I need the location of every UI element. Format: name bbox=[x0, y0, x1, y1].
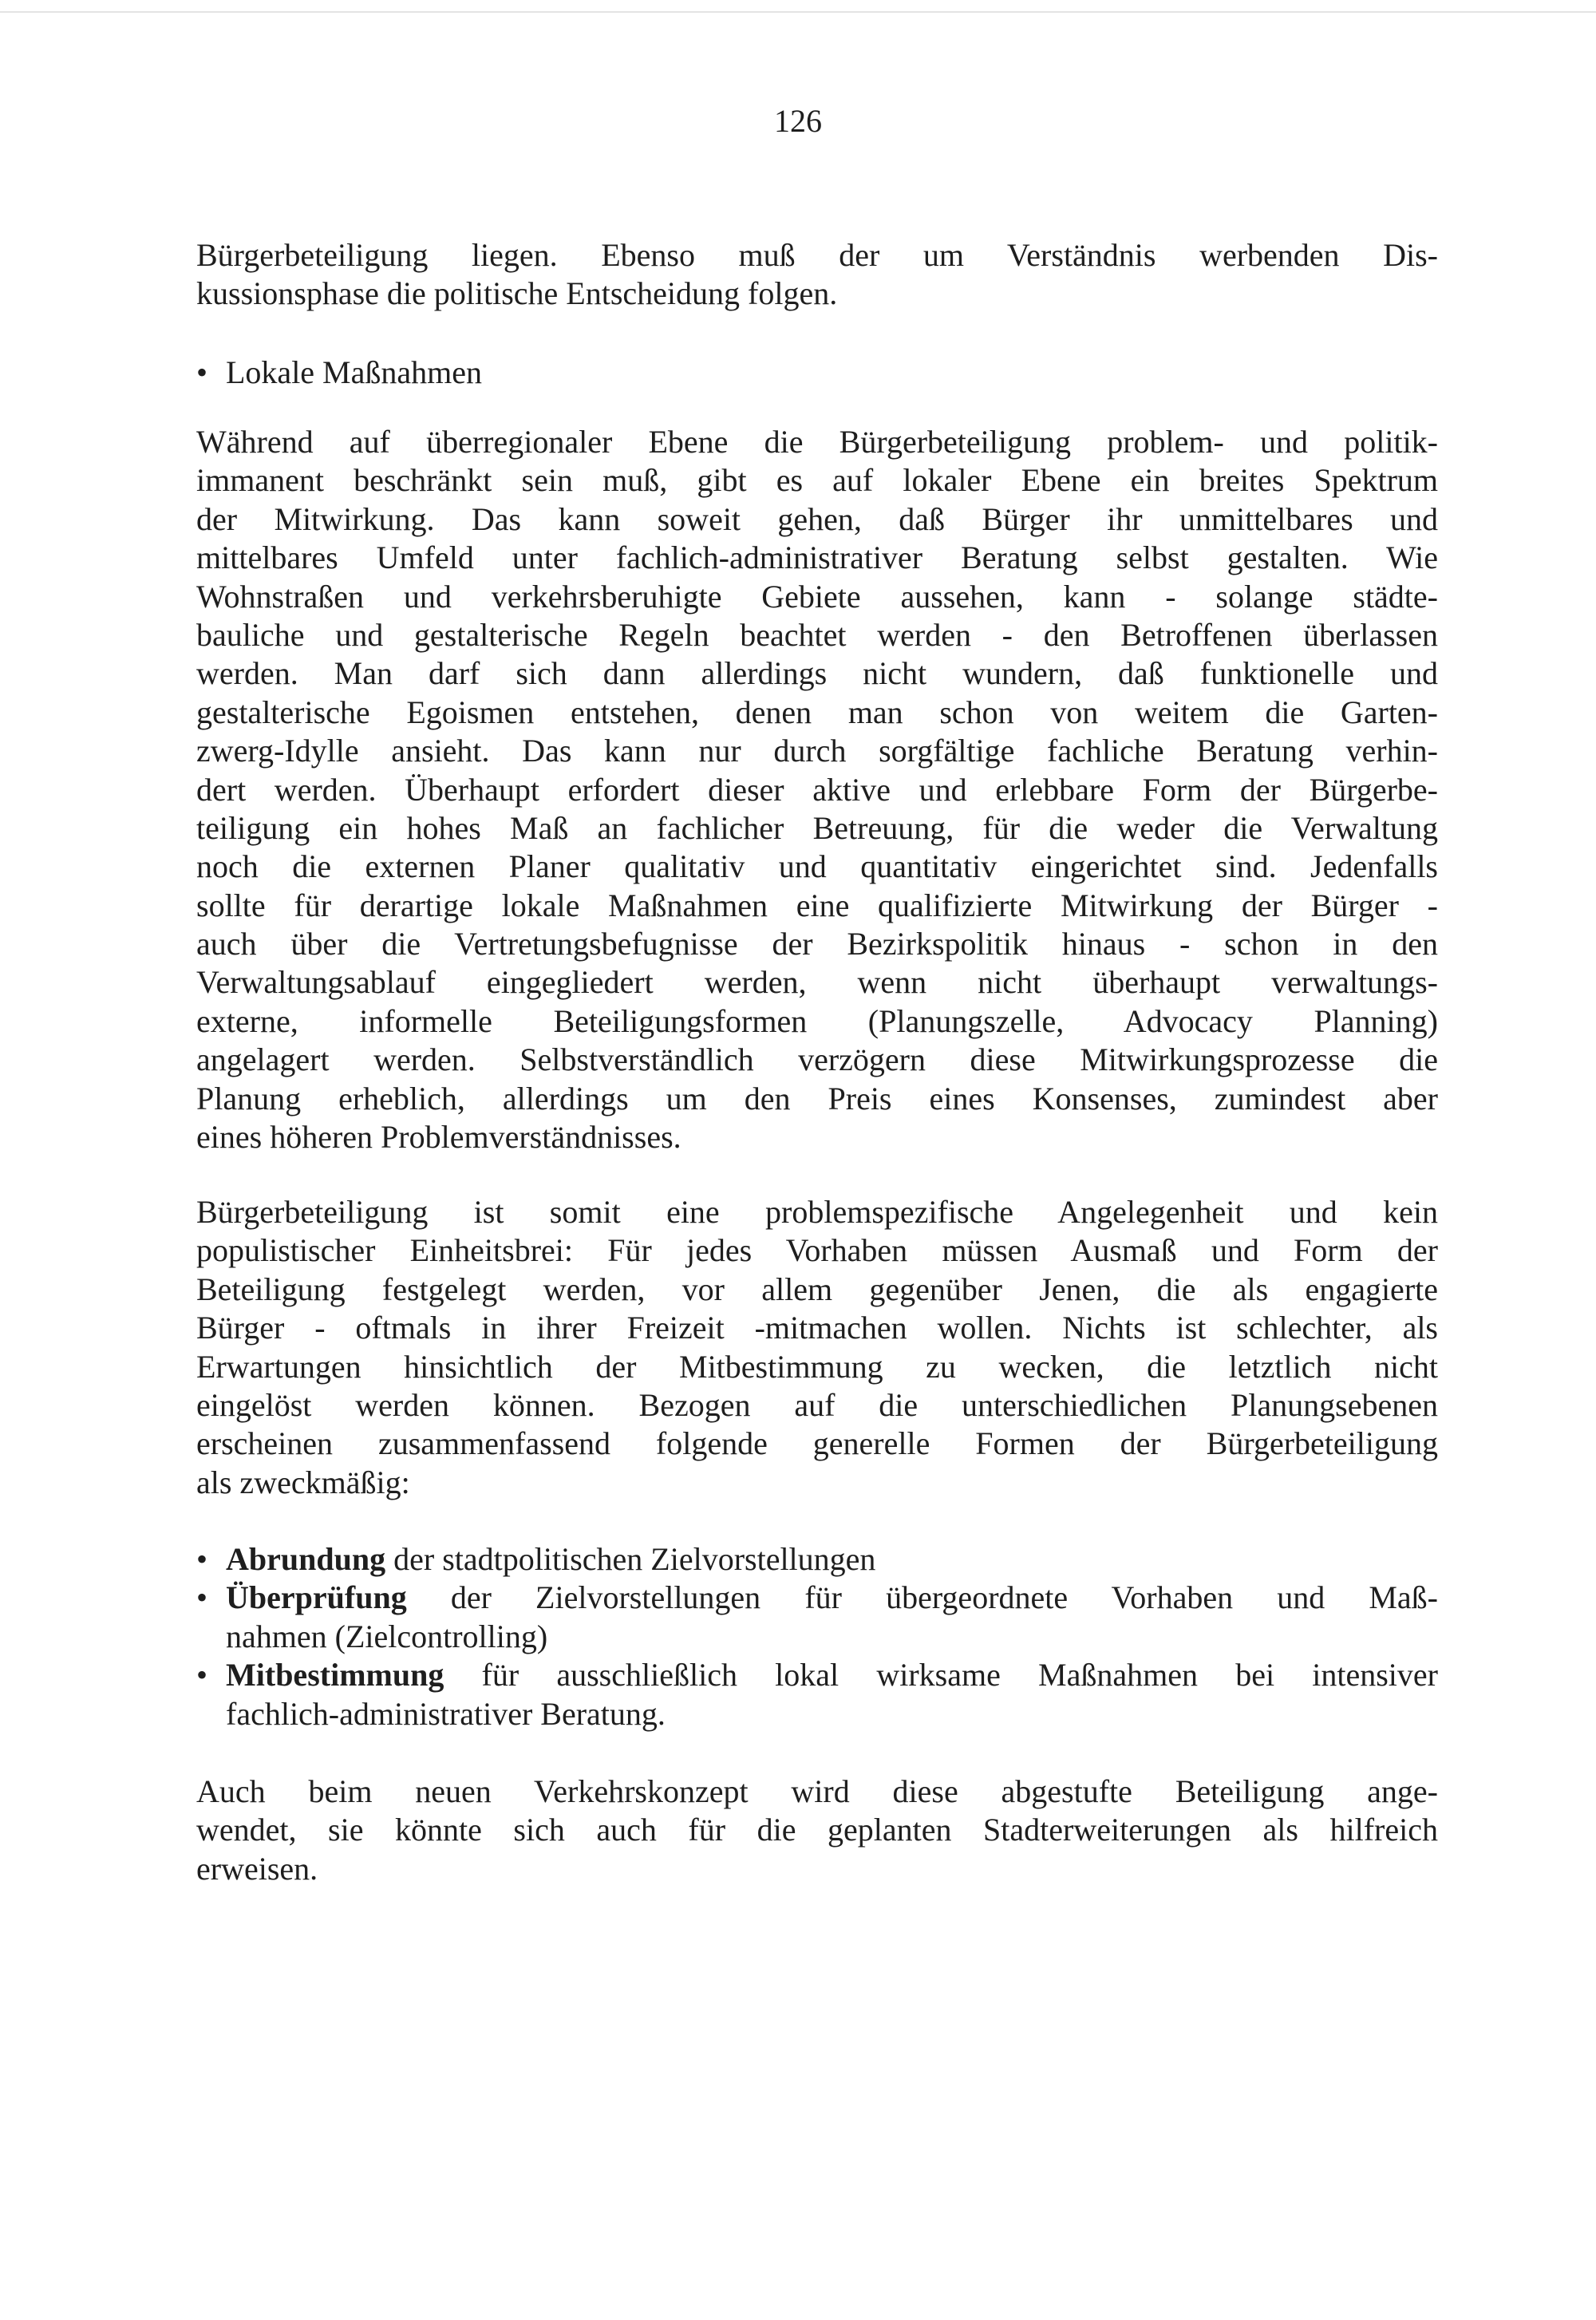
list-item bbox=[196, 1540, 1438, 1579]
item-text: der stadtpolitischen Zielvorstellungen bbox=[385, 1541, 876, 1577]
text-line: wendet, sie könnte sich auch für die geplanten Stadterweiterungen als hilfreich bbox=[196, 1812, 1438, 1848]
text-line: teiligung ein hohes Maß an fachlicher Betreuung, für die weder die Verwaltung bbox=[196, 809, 1438, 846]
text-line: Beteiligung festgelegt werden, vor allem gegenüber Jenen, die als engagierte bbox=[196, 1271, 1438, 1307]
text-line: Bürgerbeteiligung ist somit eine problemspezifische Angelegenheit und kein bbox=[196, 1194, 1438, 1230]
text-line: auch über die Vertretungsbefugnisse der Bezirkspolitik hinaus - schon in den bbox=[196, 926, 1438, 962]
text-line: zwerg-Idylle ansieht. Das kann nur durch sorgfältige fachliche Beratung verhin- bbox=[196, 733, 1438, 769]
text-line: Verwaltungsablauf eingegliedert werden, wenn nicht überhaupt verwaltungs- bbox=[196, 964, 1438, 1001]
text-line: dert werden. Überhaupt erfordert dieser aktive und erlebbare Form der Bürgerbe- bbox=[196, 771, 1438, 808]
text-line: sollte für derartige lokale Maßnahmen eine qualifizierte Mitwirkung der Bürger - bbox=[196, 887, 1438, 923]
paragraph-1 bbox=[196, 236, 1438, 314]
paragraph-3 bbox=[196, 1193, 1438, 1502]
text-line: gestalterische Egoismen entstehen, denen man schon von weitem die Garten- bbox=[196, 694, 1438, 730]
bullet-icon: • bbox=[196, 1579, 208, 1616]
text-line: populistischer Einheitsbrei: Für jedes Vorhaben müssen Ausmaß und Form der bbox=[196, 1232, 1438, 1269]
text-line: immanent beschränkt sein muß, gibt es auf lokaler Ebene ein breites Spektrum bbox=[196, 462, 1438, 499]
text-line: werden. Man darf sich dann allerdings nicht wundern, daß funktionelle und bbox=[196, 655, 1438, 692]
bullet-icon: • bbox=[196, 1541, 208, 1577]
text-line: als zweckmäßig: bbox=[196, 1464, 410, 1500]
paragraph-4 bbox=[196, 1773, 1438, 1888]
text-line: bauliche und gestalterische Regeln beachtet werden - den Betroffenen überlassen bbox=[196, 616, 1438, 653]
text-line: externe, informelle Beteiligungsformen (Planungszelle, Advocacy Planning) bbox=[196, 1002, 1438, 1039]
text-line: eingelöst werden können. Bezogen auf die unterschiedlichen Planungsebenen bbox=[196, 1386, 1438, 1423]
section-heading bbox=[196, 354, 1438, 392]
bold-term: Abrundung bbox=[226, 1541, 386, 1577]
bold-term: Mitbestimmung bbox=[226, 1657, 444, 1694]
text-line: mittelbares Umfeld unter fachlich-administrativer Beratung selbst gestalten. Wie bbox=[196, 539, 1438, 576]
text-line: Während auf überregionaler Ebene die Bürgerbeteiligung problem- und politik- bbox=[196, 424, 1438, 460]
text-line: der Mitwirkung. Das kann soweit gehen, daß Bürger ihr unmittelbares und bbox=[196, 500, 1438, 537]
bullet-icon: • bbox=[196, 354, 208, 390]
bold-term: Überprüfung bbox=[226, 1579, 407, 1616]
text-line: Planung erheblich, allerdings um den Preis eines Konsenses, zumindest aber bbox=[196, 1080, 1438, 1117]
bullet-icon: • bbox=[196, 1657, 208, 1694]
text-line: kussionsphase die politische Entscheidung folgen. bbox=[196, 275, 838, 312]
list-item-continuation: fachlich-administrativer Beratung. bbox=[226, 1695, 666, 1732]
text-line: Bürger - oftmals in ihrer Freizeit -mitmachen wollen. Nichts ist schlechter, als bbox=[196, 1310, 1438, 1346]
paragraph-2 bbox=[196, 423, 1438, 1156]
text-line: Bürgerbeteiligung liegen. Ebenso muß der um Verständnis werbenden Dis- bbox=[196, 237, 1438, 273]
text-line: erscheinen zusammenfassend folgende generelle Formen der Bürgerbeteiligung bbox=[196, 1425, 1438, 1462]
bullet-list bbox=[196, 1540, 1438, 1733]
text-line: Wohnstraßen und verkehrsberuhigte Gebiete aussehen, kann - solange städte- bbox=[196, 578, 1438, 615]
text-line: angelagert werden. Selbstverständlich verzögern diese Mitwirkungsprozesse die bbox=[196, 1041, 1438, 1078]
page-number: 126 bbox=[774, 103, 822, 139]
heading-text: Lokale Maßnahmen bbox=[226, 354, 482, 390]
list-item bbox=[196, 1656, 1438, 1694]
scan-edge-line bbox=[0, 11, 1596, 13]
item-text: für ausschließlich lokal wirksame Maßnahmen bei intensiver bbox=[444, 1657, 1438, 1694]
list-item bbox=[196, 1579, 1438, 1617]
text-line: noch die externen Planer qualitativ und quantitativ eingerichtet sind. Jedenfalls bbox=[196, 848, 1438, 885]
text-line: erweisen. bbox=[196, 1850, 318, 1887]
text-line: Erwartungen hinsichtlich der Mitbestimmung zu wecken, die letztlich nicht bbox=[196, 1348, 1438, 1385]
item-text: der Zielvorstellungen für übergeordnete Vorhaben und Maß- bbox=[406, 1579, 1438, 1616]
text-line: Auch beim neuen Verkehrskonzept wird diese abgestufte Beteiligung ange- bbox=[196, 1773, 1438, 1809]
list-item-continuation: nahmen (Zielcontrolling) bbox=[226, 1618, 548, 1654]
text-line: eines höheren Problemverständnisses. bbox=[196, 1119, 681, 1156]
